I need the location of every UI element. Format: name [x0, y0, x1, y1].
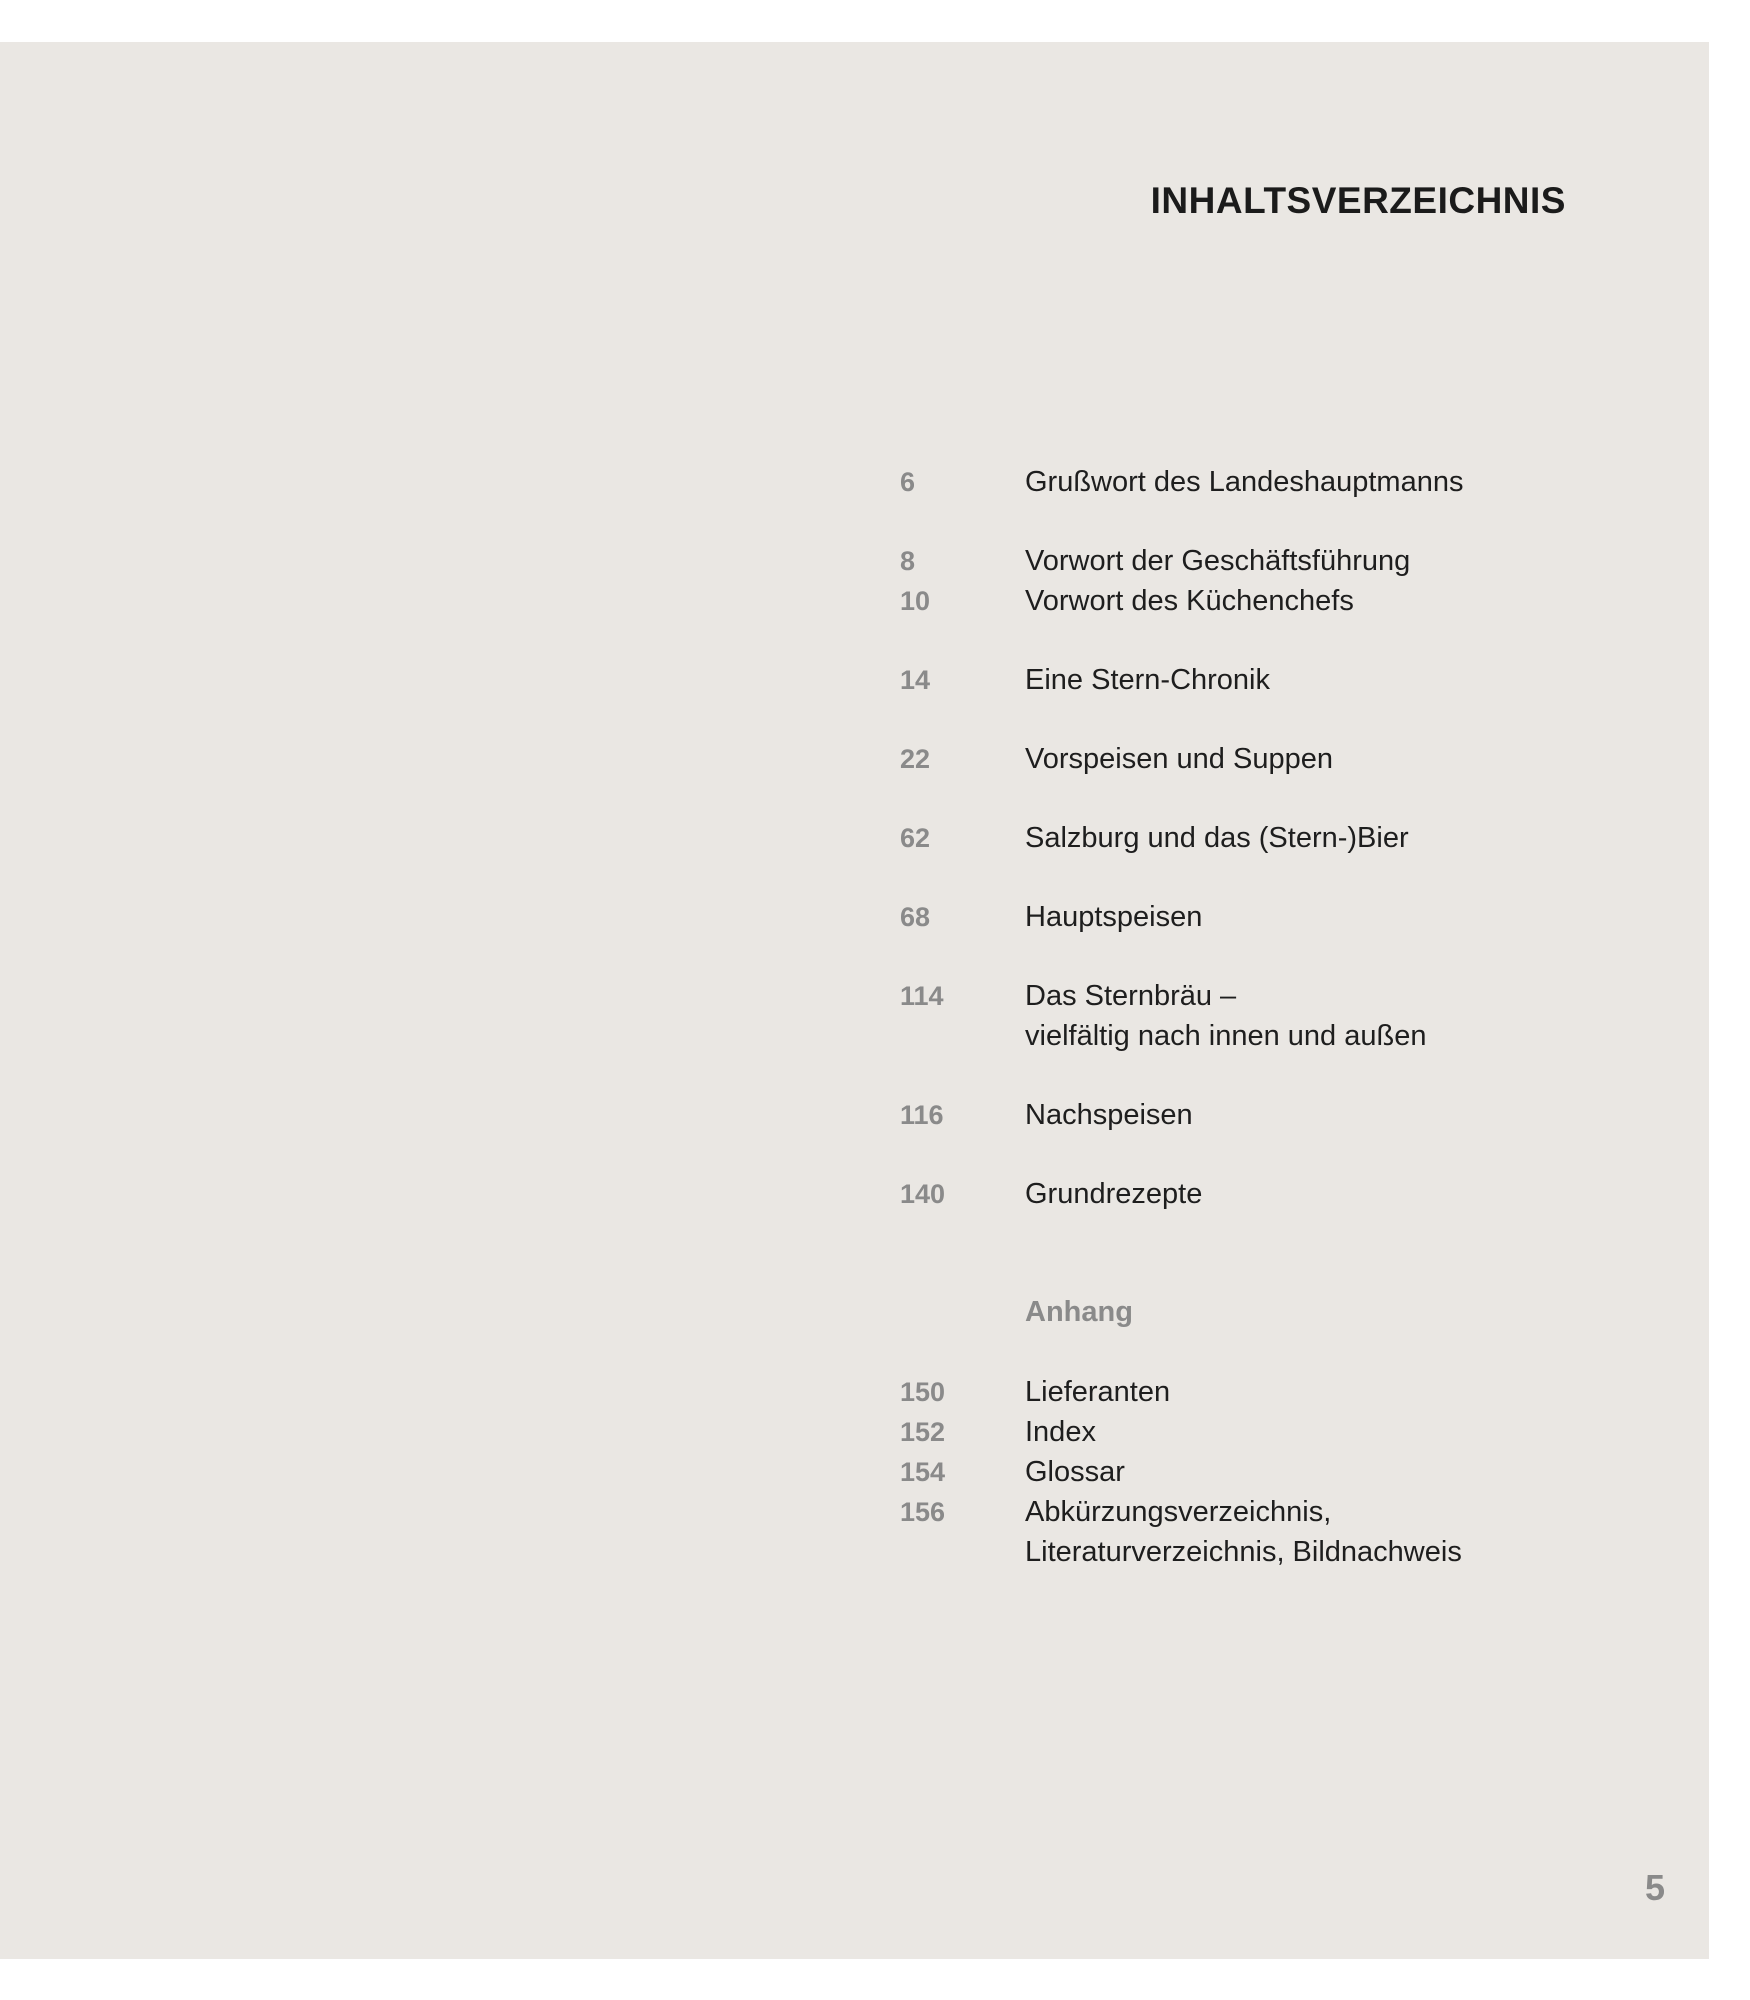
toc-page-number: 114	[900, 981, 944, 1011]
toc-entry-title: Nachspeisen	[1025, 1099, 1193, 1131]
toc-page-number: 152	[900, 1417, 946, 1447]
toc-entry-title: Vorwort des Küchenchefs	[1025, 585, 1354, 617]
toc-page-number: 150	[900, 1377, 946, 1407]
toc-entry-title: Index	[1025, 1416, 1096, 1448]
toc-entry-title: Grundrezepte	[1025, 1178, 1203, 1210]
toc-page-number: 156	[900, 1497, 946, 1527]
toc-entry-title: Das Sternbräu –	[1025, 980, 1237, 1012]
page-title: INHALTSVERZEICHNIS	[1150, 180, 1566, 221]
toc-page-number: 8	[900, 546, 916, 576]
toc-entry-title-continued: vielfältig nach innen und außen	[1025, 1020, 1427, 1052]
book-page	[0, 42, 1709, 1959]
toc-page-number: 62	[900, 823, 931, 853]
toc-section-heading	[900, 1292, 1600, 1332]
toc-entry	[900, 1452, 1600, 1492]
toc-entry	[900, 1492, 1600, 1572]
toc-entry	[900, 660, 1600, 700]
toc-entry-title-continued: Literaturverzeichnis, Bildnachweis	[1025, 1536, 1462, 1568]
toc-page-number: 140	[900, 1179, 946, 1209]
toc-entry	[900, 739, 1600, 779]
toc-entry	[900, 1095, 1600, 1135]
toc-entry-title: Hauptspeisen	[1025, 901, 1203, 933]
toc-page-number: 154	[900, 1457, 946, 1487]
toc-entry-title: Grußwort des Landeshauptmanns	[1025, 466, 1464, 498]
table-of-contents	[900, 462, 1600, 1572]
toc-entry-title: Vorwort der Geschäftsführung	[1025, 545, 1411, 577]
toc-entry	[900, 1372, 1600, 1412]
toc-entry-title: Abkürzungsverzeichnis,	[1025, 1496, 1332, 1528]
toc-entry	[900, 1412, 1600, 1452]
toc-entry-title: Glossar	[1025, 1456, 1125, 1488]
toc-page-number: 10	[900, 586, 931, 616]
toc-page-number: 22	[900, 744, 931, 774]
toc-entry-title: Salzburg und das (Stern-)Bier	[1025, 822, 1409, 854]
toc-entry-title: Vorspeisen und Suppen	[1025, 743, 1333, 775]
toc-entry	[900, 581, 1600, 621]
toc-entry	[900, 462, 1600, 502]
page-number: 5	[1644, 1867, 1665, 1908]
toc-entry-title: Eine Stern-Chronik	[1025, 664, 1270, 696]
toc-entry	[900, 1174, 1600, 1214]
toc-entry-title: Lieferanten	[1025, 1376, 1171, 1408]
appendix-heading: Anhang	[1025, 1296, 1133, 1328]
toc-entry	[900, 897, 1600, 937]
toc-entry	[900, 541, 1600, 581]
toc-page-number: 6	[900, 467, 916, 497]
toc-entry	[900, 976, 1600, 1056]
toc-page-number: 14	[900, 665, 931, 695]
toc-entry	[900, 818, 1600, 858]
toc-page-number: 68	[900, 902, 931, 932]
toc-page-number: 116	[900, 1100, 944, 1130]
